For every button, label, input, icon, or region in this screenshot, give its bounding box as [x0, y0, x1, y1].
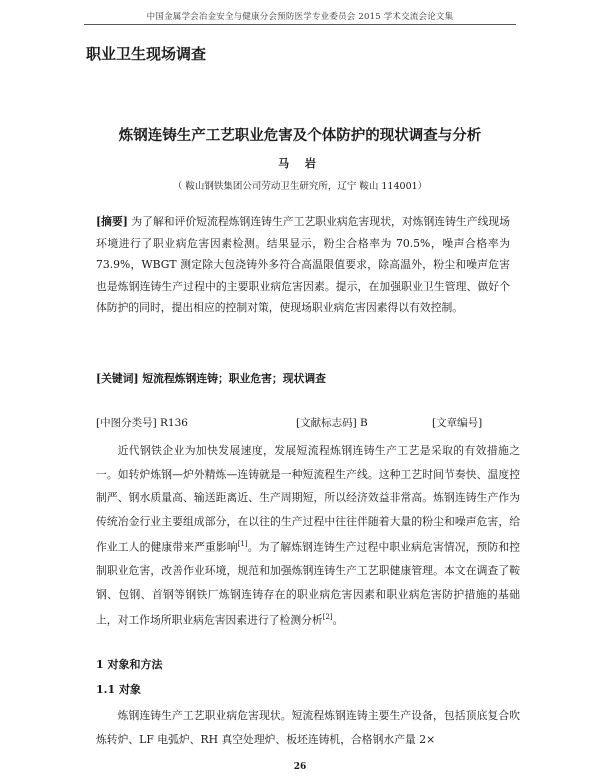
- citation-2[interactable]: [2]: [322, 613, 333, 622]
- introduction: [96, 439, 520, 632]
- section-1-1-body: [96, 704, 520, 751]
- citation-1[interactable]: [1]: [237, 540, 248, 548]
- intro-text-2: 。为了解炼钢连铸生产过程中职业病危害情况，预防和控制职业危害，改善作业环境，规范和加强炼钢连铸生产工艺职健康管理。本文在调查了鞍钢、包钢、首钢等钢铁厂炼钢连铸存在的职业病危害因素和职业病危害防护措施的基础上，对工作场所职业病危害因素进行了检测分析: [96, 540, 521, 627]
- intro-text-1: 近代钢铁企业为加快发展速度，发展短流程炼钢连铸生产工艺是采取的有效措施之一。如转炉炼钢—炉外精炼—连铸就是一种短流程生产线。这种工艺时间节奏快、温度控制严、钢水质量高、输送距离近、生产周期短，所以经济效益非常高。炼钢连铸生产作为传统冶金行业主要组成部分，在以往的生产过程中往往伴随着大量的粉尘和噪声危害，给作业工人的健康带来严重影响: [96, 444, 520, 554]
- keywords-label: [关键词]: [96, 372, 139, 385]
- document-code: [文献标志码] B: [296, 417, 368, 429]
- keywords-text: 短流程炼钢连铸；职业危害；现状调查: [138, 372, 326, 385]
- section-1-heading: 1 对象和方法: [96, 658, 163, 671]
- abstract-label: [摘要]: [96, 215, 128, 228]
- section-1-1-paragraph: 炼钢连铸生产工艺职业病危害现状。短流程炼钢连铸主要生产设备，包括顶底复合吹炼转炉、LF 电弧炉、RH 真空处理炉、板坯连铸机，合格钢水产量 2×: [96, 709, 520, 746]
- abstract: [96, 211, 510, 319]
- clc-number: [中图分类号] R136: [96, 417, 188, 429]
- header-rule: [84, 24, 516, 25]
- abstract-text: 为了解和评价短流程炼钢连铸生产工艺职业病危害现状，对炼钢连铸生产线现场环境进行了职业病危害因素检测。结果显示，粉尘合格率为 70.5%，噪声合格率为 73.9%，WBGT 测定除大包浇铸外多符合高温限值要求，除高温外，粉尘和噪声危害也是炼钢连铸生产过程中的主要职业病危害因素。提示，在加强职业卫生管理、做好个体防护的同时，提出相应的控制对策，使现场职业病危害因素得以有效控制。: [96, 215, 511, 314]
- section-1-1-heading: 1.1 对象: [96, 683, 141, 696]
- article-number: [文章编号]: [432, 417, 483, 429]
- paper-title: 炼钢连铸生产工艺职业危害及个体防护的现状调查与分析: [118, 128, 482, 144]
- running-header: 中国金属学会冶金安全与健康分会预防医学专业委员会 2015 学术交流会论文集: [146, 12, 454, 22]
- affiliation: （ 鞍山钢铁集团公司劳动卫生研究所，辽宁 鞍山 114001）: [172, 181, 428, 192]
- intro-text-3: 。: [332, 613, 344, 627]
- keywords: [96, 371, 516, 386]
- author: 马 岩: [278, 157, 322, 170]
- page-number: 26: [293, 762, 307, 772]
- intro-paragraph: [96, 439, 520, 632]
- section-heading: 职业卫生现场调查: [86, 45, 207, 63]
